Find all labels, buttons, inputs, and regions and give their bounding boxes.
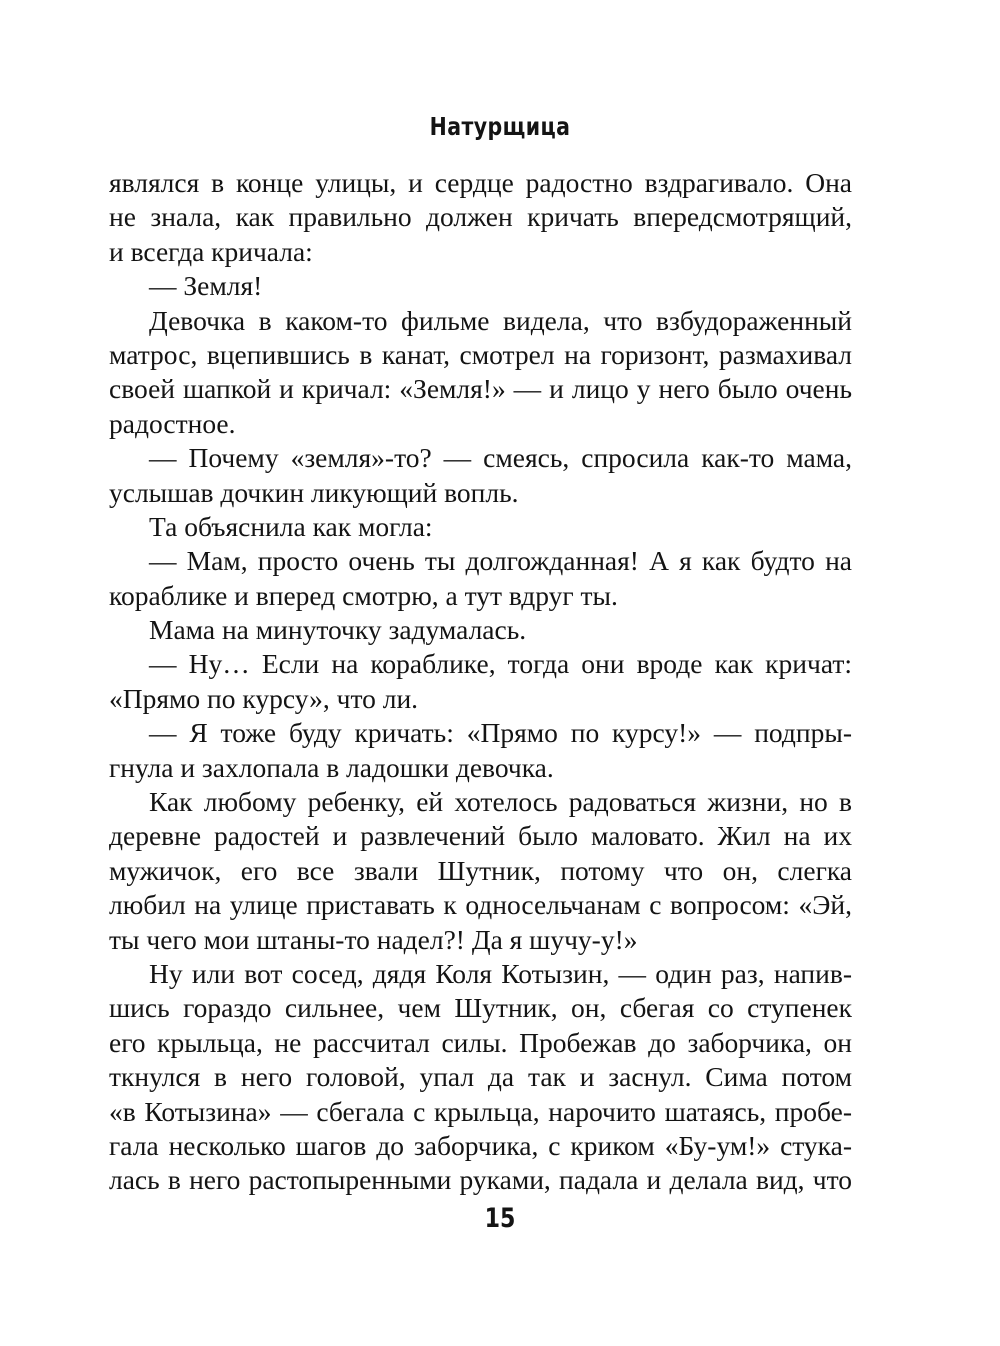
text-line: кораблике и вперед смотрю, а тут вдруг ты. (109, 579, 618, 611)
text-line: — Я тоже буду кричать: «Прямо по курсу!» — подпры- (149, 717, 852, 749)
text-line: ткнулся в него головой, упал да так и заснул. Сима потом (109, 1061, 852, 1093)
text-line: гнула и захлопала в ладошки девочка. (109, 751, 554, 783)
running-head-title: Натурщица (429, 112, 571, 141)
text-line: радостное. (109, 407, 236, 439)
text-line: «в Котызина» — сбегала с крыльца, нарочито шатаясь, пробе- (109, 1095, 852, 1127)
text-line: услышав дочкин ликующий вопль. (109, 476, 519, 508)
text-line: — Земля! (149, 270, 263, 302)
text-line: ты чего мои штаны-то надел?! Да я шучу-у!» (109, 923, 638, 955)
text-line: — Мам, просто очень ты долгожданная! А я как будто на (149, 545, 852, 577)
text-line: его крыльца, не рассчитал силы. Пробежав до заборчика, он (109, 1026, 852, 1058)
text-line: и всегда кричала: (109, 235, 313, 267)
text-line: Как любому ребенку, ей хотелось радоваться жизни, но в (149, 786, 852, 818)
text-line: являлся в конце улицы, и сердце радостно вздрагивало. Она (109, 167, 852, 198)
text-line: Девочка в каком-то фильме видела, что взбудораженный (149, 304, 852, 336)
text-line: лась в него растопыренными руками, падала и делала вид, что (109, 1164, 852, 1196)
text-line: — Почему «земля»-то? — смеясь, спросила как-то мама, (149, 442, 852, 474)
text-line: шись гораздо сильнее, чем Шутник, он, сбегая со ступенек (109, 992, 852, 1024)
text-line: Ну или вот сосед, дядя Коля Котызин, — один раз, напив- (149, 957, 852, 989)
text-line: Мама на минуточку задумалась. (149, 614, 527, 646)
text-line: мужичок, его все звали Шутник, потому что он, слегка (109, 854, 852, 886)
text-line: Та объяснила как могла: (149, 510, 433, 542)
text-line: любил на улице приставать к односельчанам с вопросом: «Эй, (109, 889, 852, 921)
text-line: деревне радостей и развлечений было маловато. Жил на их (109, 820, 852, 852)
body-text (109, 166, 852, 1198)
text-line: — Ну… Если на кораблике, тогда они вроде как кричат: (149, 648, 852, 680)
page-number: 15 (484, 1203, 516, 1234)
text-line: гала несколько шагов до заборчика, с криком «Бу-ум!» стука- (109, 1129, 852, 1161)
text-line: «Прямо по курсу», что ли. (109, 682, 419, 714)
text-line: матрос, вцепившись в канат, смотрел на горизонт, размахивал (109, 338, 852, 370)
text-line: не знала, как правильно должен кричать впередсмотрящий, (109, 201, 852, 233)
text-line: своей шапкой и кричал: «Земля!» — и лицо у него было очень (109, 373, 852, 405)
